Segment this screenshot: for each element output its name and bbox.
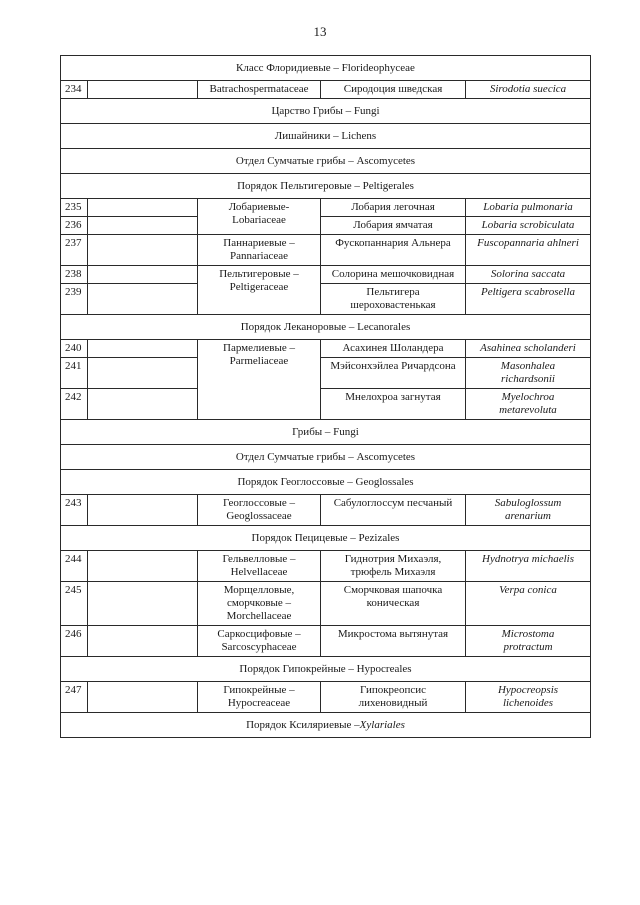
empty-cell <box>88 358 198 389</box>
species-row <box>61 495 591 526</box>
species-number: 246 <box>61 626 88 657</box>
species-row <box>61 582 591 626</box>
species-number: 244 <box>61 551 88 582</box>
species-row <box>61 266 591 284</box>
family-name: Саркосцифовые – Sarcoscyphaceae <box>198 626 321 657</box>
russian-name: Микростома вытянутая <box>321 626 466 657</box>
species-row <box>61 284 591 315</box>
species-row <box>61 358 591 389</box>
russian-name: Гиднотрия Михаэля, трюфель Михаэля <box>321 551 466 582</box>
latin-name: Solorina saccata <box>466 266 591 284</box>
species-row <box>61 682 591 713</box>
latin-name: Sabuloglossum arenarium <box>466 495 591 526</box>
section-header-row <box>61 713 591 738</box>
species-number: 237 <box>61 235 88 266</box>
species-row <box>61 551 591 582</box>
russian-name: Мнелохроа загнутая <box>321 389 466 420</box>
species-row <box>61 626 591 657</box>
species-number: 242 <box>61 389 88 420</box>
section-header-row <box>61 124 591 149</box>
family-name: Batrachospermataceae <box>198 81 321 99</box>
latin-name: Hydnotrya michaelis <box>466 551 591 582</box>
section-title: Отдел Сумчатые грибы – Ascomycetes <box>61 445 591 470</box>
species-number: 239 <box>61 284 88 315</box>
empty-cell <box>88 495 198 526</box>
empty-cell <box>88 199 198 217</box>
species-number: 241 <box>61 358 88 389</box>
empty-cell <box>88 284 198 315</box>
section-title: Грибы – Fungi <box>61 420 591 445</box>
species-registry-table <box>60 55 591 738</box>
section-header-row <box>61 526 591 551</box>
species-number: 234 <box>61 81 88 99</box>
empty-cell <box>88 626 198 657</box>
russian-name: Лобария ямчатая <box>321 217 466 235</box>
latin-name: Myelochroa metarevoluta <box>466 389 591 420</box>
empty-cell <box>88 340 198 358</box>
species-number: 238 <box>61 266 88 284</box>
family-name: Пельтигеровые – Peltigeraceae <box>198 266 321 315</box>
section-title: Царство Грибы – Fungi <box>61 99 591 124</box>
latin-name: Hypocreopsis lichenoides <box>466 682 591 713</box>
empty-cell <box>88 551 198 582</box>
species-row <box>61 217 591 235</box>
family-name: Пармелиевые – Parmeliaceae <box>198 340 321 420</box>
latin-name: Lobaria scrobiculata <box>466 217 591 235</box>
section-title: Лишайники – Lichens <box>61 124 591 149</box>
empty-cell <box>88 235 198 266</box>
russian-name: Лобария легочная <box>321 199 466 217</box>
species-number: 245 <box>61 582 88 626</box>
empty-cell <box>88 266 198 284</box>
family-name: Морщелловые, сморчковые – Morchellaceae <box>198 582 321 626</box>
section-header-row <box>61 445 591 470</box>
russian-name: Гипокреопсис лихеновидный <box>321 682 466 713</box>
section-header-row <box>61 174 591 199</box>
section-header-row <box>61 99 591 124</box>
latin-name: Verpa conica <box>466 582 591 626</box>
russian-name: Асахинея Шоландера <box>321 340 466 358</box>
empty-cell <box>88 81 198 99</box>
species-row <box>61 389 591 420</box>
section-title: Порядок Пецицевые – Pezizales <box>61 526 591 551</box>
russian-name: Сабулоглоссум песчаный <box>321 495 466 526</box>
russian-name: Сиродоция шведская <box>321 81 466 99</box>
section-header-row <box>61 657 591 682</box>
species-number: 236 <box>61 217 88 235</box>
species-row <box>61 340 591 358</box>
family-name: Геоглоссовые – Geoglossaceae <box>198 495 321 526</box>
species-number: 240 <box>61 340 88 358</box>
latin-name: Masonhalea richardsonii <box>466 358 591 389</box>
latin-name: Fuscopannaria ahlneri <box>466 235 591 266</box>
russian-name: Солорина мешочковидная <box>321 266 466 284</box>
family-name: Гельвелловые – Helvellaceae <box>198 551 321 582</box>
section-title: Отдел Сумчатые грибы – Ascomycetes <box>61 149 591 174</box>
latin-name: Lobaria pulmonaria <box>466 199 591 217</box>
section-title: Порядок Ксиляриевые –Xylariales <box>61 713 591 738</box>
section-header-row <box>61 56 591 81</box>
section-header-row <box>61 149 591 174</box>
species-row <box>61 199 591 217</box>
section-title: Порядок Геоглоссовые – Geoglossales <box>61 470 591 495</box>
species-row <box>61 81 591 99</box>
russian-name: Фускопаннария Альнера <box>321 235 466 266</box>
russian-name: Пельтигера шероховастенькая <box>321 284 466 315</box>
species-row <box>61 235 591 266</box>
section-header-row <box>61 315 591 340</box>
section-header-row <box>61 420 591 445</box>
species-number: 243 <box>61 495 88 526</box>
species-number: 235 <box>61 199 88 217</box>
empty-cell <box>88 582 198 626</box>
section-title: Порядок Леканоровые – Lecanorales <box>61 315 591 340</box>
empty-cell <box>88 389 198 420</box>
section-title: Порядок Гипокрейные – Hypocreales <box>61 657 591 682</box>
section-title: Класс Флоридиевые – Florideophyceae <box>61 56 591 81</box>
section-title-italic: Xylariales <box>359 718 405 731</box>
page-number: 13 <box>313 24 327 39</box>
empty-cell <box>88 682 198 713</box>
family-name: Лобариевые- Lobariaceae <box>198 199 321 235</box>
section-header-row <box>61 470 591 495</box>
section-title: Порядок Пельтигеровые – Peltigerales <box>61 174 591 199</box>
species-number: 247 <box>61 682 88 713</box>
latin-name: Microstoma protractum <box>466 626 591 657</box>
latin-name: Peltigera scabrosella <box>466 284 591 315</box>
empty-cell <box>88 217 198 235</box>
russian-name: Мэйсонхэйлеа Ричардсона <box>321 358 466 389</box>
latin-name: Asahinea scholanderi <box>466 340 591 358</box>
russian-name: Сморчковая шапочка коническая <box>321 582 466 626</box>
family-name: Паннариевые – Pannariaceae <box>198 235 321 266</box>
family-name: Гипокрейные – Hypocreaceae <box>198 682 321 713</box>
latin-name: Sirodotia suecica <box>466 81 591 99</box>
